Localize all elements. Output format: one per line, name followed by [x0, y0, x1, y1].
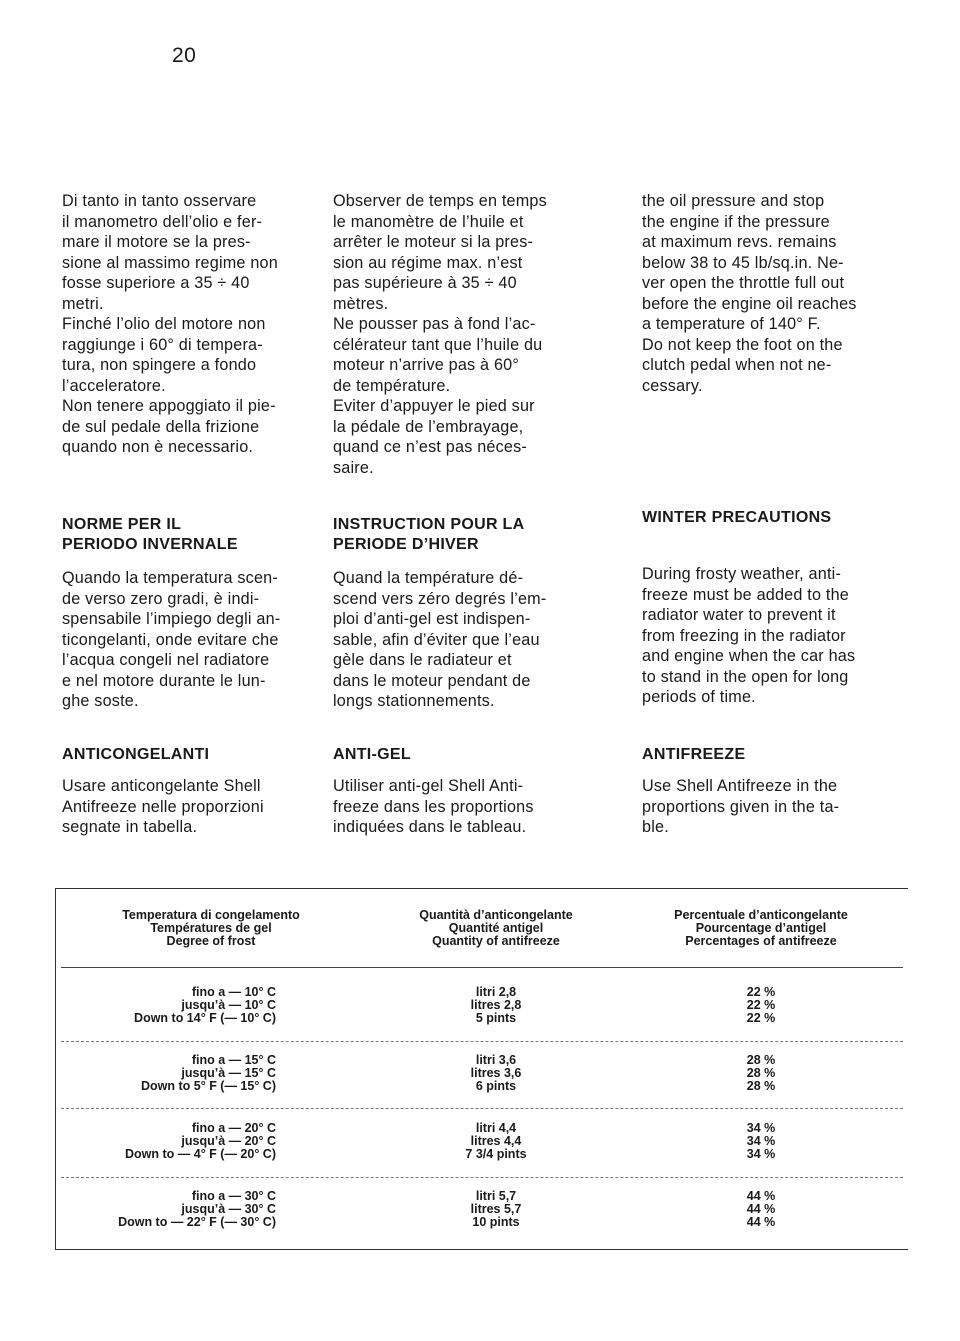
percentage-cell: 44 % 44 % 44 % — [746, 1189, 776, 1229]
quantity-cell: litri 4,4 litres 4,4 7 3/4 pints — [465, 1121, 527, 1161]
frost-degree-cell: fino a — 10° C jusqu’à — 10° C Down to 14° F (— 10° C) — [134, 985, 276, 1025]
english-antifreeze-text: Use Shell Antifreeze in the proportions given in the ta- ble. — [642, 777, 840, 836]
french-intro-text: Observer de temps en temps le manomètre de l’huile et arrêter le moteur si la pres- sion au régime max. n’est pas supérieure à 35 ÷ 40 mètres. Ne pousser pas à fond l’ac- célérateur tant que l’huile du moteur n’arrive pas à 60° de température. Eviter d’appuyer le pied sur la pédale de l’embrayage, quand ce n’est pas néces- saire. — [333, 192, 547, 477]
percentage-cell: 22 % 22 % 22 % — [746, 985, 776, 1025]
italian-antifreeze-text: Usare anticongelante Shell Antifreeze nelle proporzioni segnate in tabella. — [62, 777, 264, 836]
quantity-cell: litri 5,7 litres 5,7 10 pints — [470, 1189, 522, 1229]
row-divider — [61, 1177, 903, 1178]
percentage-cell: 34 % 34 % 34 % — [746, 1121, 776, 1161]
french-winter-text: Quand la température dé- scend vers zéro degrés l’em- ploi d’anti-gel est indispen- sable, afin d’éviter que l’eau gèle dans le radiateur et dans le moteur pendant de longs stationnements. — [333, 569, 547, 710]
header-antifreeze-percentage: Percentuale d’anticongelante Pourcentage d’antigel Percentages of antifreeze — [674, 908, 848, 948]
italian-winter-text: Quando la temperatura scen- de verso zero gradi, è indi- spensabile l’impiego degli an- ticongelanti, onde evitare che l’acqua congeli nel radiatore e nel motore durante le lun- ghe soste. — [62, 569, 281, 710]
page-number: 20 — [172, 44, 197, 67]
english-winter-heading: WINTER PRECAUTIONS — [642, 509, 832, 526]
english-winter-text: During frosty weather, anti- freeze must be added to the radiator water to prevent it from freezing in the radiator and engine when the car has to stand in the open for long periods of time. — [642, 565, 856, 706]
english-intro-text: the oil pressure and stop the engine if the pressure at maximum revs. remains below 38 to 45 lb/sq.in. Ne- ver open the throttle full out before the engine oil reaches a temperature of 140° F. Do not keep the foot on the clutch pedal when not ne- cessary. — [642, 192, 857, 395]
quantity-cell: litri 3,6 litres 3,6 6 pints — [470, 1053, 522, 1093]
row-divider — [61, 1041, 903, 1042]
frost-degree-cell: fino a — 20° C jusqu’à — 20° C Down to — 4° F (— 20° C) — [125, 1121, 276, 1161]
row-divider — [61, 1108, 903, 1109]
italian-winter-heading: NORME PER IL PERIODO INVERNALE — [62, 516, 238, 553]
header-antifreeze-quantity: Quantità d’anticongelante Quantité antigel Quantity of antifreeze — [419, 908, 573, 948]
percentage-cell: 28 % 28 % 28 % — [746, 1053, 776, 1093]
header-divider — [61, 967, 903, 968]
frost-degree-cell: fino a — 30° C jusqu’à — 30° C Down to — 22° F (— 30° C) — [118, 1189, 276, 1229]
quantity-cell: litri 2,8 litres 2,8 5 pints — [470, 985, 522, 1025]
french-antifreeze-heading: ANTI-GEL — [333, 746, 411, 763]
italian-intro-text: Di tanto in tanto osservare il manometro dell’olio e fer- mare il motore se la pres- sione al massimo regime non fosse superiore a 35 ÷ 40 metri. Finché l’olio del motore non raggiunge i 60° di tempera- tura, non spingere a fondo l’acceleratore. Non tenere appoggiato il pie- de sul pedale della frizione quando non è necessario. — [62, 192, 278, 456]
italian-antifreeze-heading: ANTICONGELANTI — [62, 746, 210, 763]
english-antifreeze-heading: ANTIFREEZE — [642, 746, 746, 763]
french-winter-heading: INSTRUCTION POUR LA PERIODE D’HIVER — [333, 516, 525, 553]
frost-degree-cell: fino a — 15° C jusqu’à — 15° C Down to 5° F (— 15° C) — [141, 1053, 276, 1093]
french-antifreeze-text: Utiliser anti-gel Shell Anti- freeze dans les proportions indiquées dans le tableau. — [333, 777, 534, 836]
header-frost-degree: Temperatura di congelamento Températures de gel Degree of frost — [122, 908, 300, 948]
antifreeze-table — [55, 888, 908, 1250]
